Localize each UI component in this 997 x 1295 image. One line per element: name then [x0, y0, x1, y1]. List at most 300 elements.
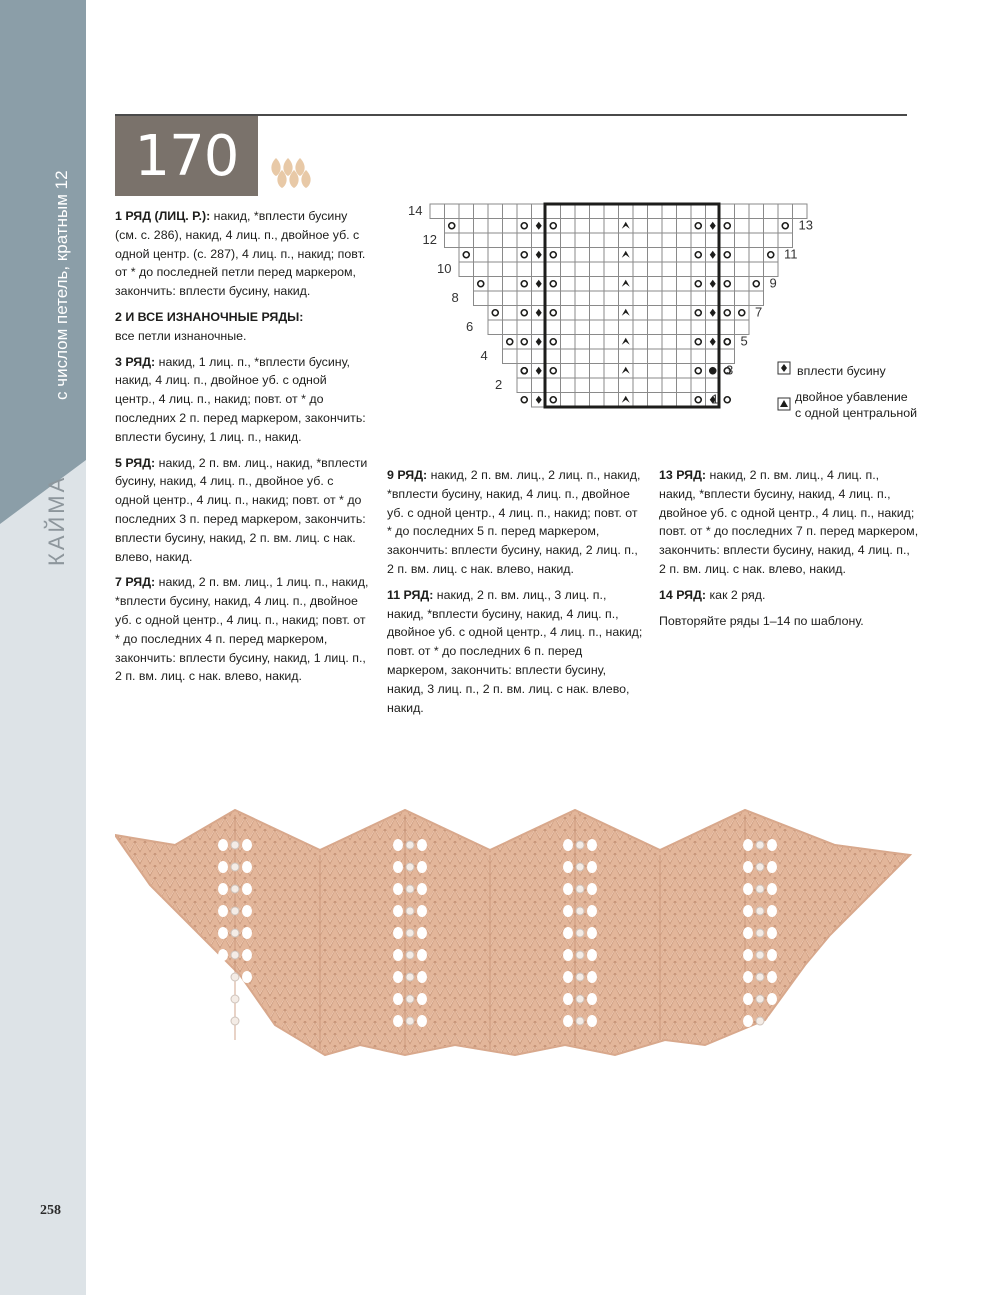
legend-decrease-label-1: двойное убавление: [795, 390, 908, 404]
chart-cell: [430, 204, 445, 219]
chart-cell: [488, 219, 503, 234]
chart-cell: [474, 248, 489, 263]
chart-cell: [575, 204, 590, 219]
chart-cell: [561, 349, 576, 364]
eyelet: [393, 927, 403, 939]
chart-cell: [691, 320, 706, 335]
instructions-column-1: [115, 207, 370, 693]
chart-cell: [488, 204, 503, 219]
chart-cell: [749, 291, 764, 306]
row-label-right: 13: [798, 217, 813, 233]
chart-cell: [561, 233, 576, 248]
row-label-right: 11: [784, 246, 798, 262]
chart-cell: [662, 320, 677, 335]
chart-cell: [662, 204, 677, 219]
eyelet: [563, 839, 573, 851]
chart-cell: [488, 248, 503, 263]
chart-cell: [590, 349, 605, 364]
chart-cell: [648, 233, 663, 248]
chart-cell: [604, 320, 619, 335]
chart-cell: [517, 349, 532, 364]
chart-cell: [503, 320, 518, 335]
chart-cell: [546, 219, 561, 234]
chart-cell: [720, 262, 735, 277]
chart-cell: [648, 393, 663, 408]
eyelet: [218, 883, 228, 895]
chart-cell: [648, 204, 663, 219]
chart-cell: [619, 291, 634, 306]
bead: [756, 907, 764, 915]
chart-cell: [546, 320, 561, 335]
eyelet: [587, 1015, 597, 1027]
eyelet: [743, 927, 753, 939]
instruction-repeat: Повторяйте ряды 1–14 по шаблону.: [659, 613, 864, 628]
chart-cell: [662, 349, 677, 364]
bead: [231, 885, 239, 893]
bead: [231, 907, 239, 915]
chart-cell: [648, 291, 663, 306]
chart-cell: [546, 393, 561, 408]
bead: [406, 929, 414, 937]
chart-cell: [677, 219, 692, 234]
eyelet: [417, 971, 427, 983]
chart-cell: [488, 320, 503, 335]
chart-cell: [633, 248, 648, 263]
chart-cell: [561, 204, 576, 219]
chart-cell: [735, 233, 750, 248]
bead: [406, 841, 414, 849]
chart-cell: [517, 248, 532, 263]
eyelet: [563, 883, 573, 895]
chart-cell: [459, 233, 474, 248]
chart-cell: [590, 393, 605, 408]
bead: [231, 995, 239, 1003]
row-label-left: 12: [422, 232, 437, 247]
eyelet: [587, 883, 597, 895]
eyelet: [587, 839, 597, 851]
chart-cell: [735, 262, 750, 277]
chart-cell: [619, 262, 634, 277]
chart-cell: [459, 262, 474, 277]
chart-cell: [677, 393, 692, 408]
chart-cell: [575, 335, 590, 350]
chart-cell: [590, 335, 605, 350]
chart-cell: [604, 335, 619, 350]
eyelet: [767, 927, 777, 939]
bead: [756, 1017, 764, 1025]
eyelet: [417, 905, 427, 917]
chart-cell: [459, 204, 474, 219]
chart-cell: [749, 219, 764, 234]
chart-cell: [561, 364, 576, 379]
bead: [231, 863, 239, 871]
chart-cell: [677, 233, 692, 248]
chart-cell: [517, 262, 532, 277]
eyelet: [417, 883, 427, 895]
eyelet: [393, 839, 403, 851]
instruction-row-9: 9 РЯД: накид, 2 п. вм. лиц., 2 лиц. п., накид, *вплести бусину, накид, 4 лиц. п., двойное уб. с одной центр., 4 лиц. п., накид; повт. от * до последних 5 п. перед маркером, закончить: вплести бусину, накид, 2 лиц. п., 2 п. вм. лиц. с нак. влево, накид.: [387, 468, 641, 576]
eyelet: [242, 883, 252, 895]
eyelet: [218, 949, 228, 961]
chart-cell: [662, 291, 677, 306]
eyelet: [587, 971, 597, 983]
eyelet: [393, 905, 403, 917]
chart-cell: [575, 233, 590, 248]
chart-cell: [633, 262, 648, 277]
eyelet: [417, 861, 427, 873]
bead: [756, 951, 764, 959]
chart-cell: [778, 204, 793, 219]
instructions-column-2: [387, 466, 645, 724]
chart-cell: [561, 219, 576, 234]
knitted-swatch-photo: [115, 805, 915, 1075]
chart-cell: [749, 262, 764, 277]
chart-cell: [488, 291, 503, 306]
eyelet: [218, 1015, 228, 1027]
chart-cell: [459, 248, 474, 263]
chart-cell: [517, 378, 532, 393]
eyelet: [393, 861, 403, 873]
chart-cell: [561, 306, 576, 321]
chart-cell: [604, 306, 619, 321]
chart-cell: [517, 291, 532, 306]
chart-cell: [735, 248, 750, 263]
chart-cell: [590, 248, 605, 263]
chart-cell: [778, 219, 793, 234]
chart-cell: [619, 378, 634, 393]
chart-cell: [691, 248, 706, 263]
eyelet: [743, 1015, 753, 1027]
chart-cell: [691, 233, 706, 248]
eyelet: [242, 861, 252, 873]
eyelet: [218, 839, 228, 851]
chart-cell: [546, 306, 561, 321]
chart-cell: [662, 364, 677, 379]
chart-cell: [517, 335, 532, 350]
chart-cell: [764, 219, 779, 234]
chart-cell: [590, 291, 605, 306]
eyelet: [767, 1015, 777, 1027]
chart-cell: [648, 219, 663, 234]
chart-cell: [575, 219, 590, 234]
bead: [406, 1017, 414, 1025]
chart-cell: [604, 378, 619, 393]
chart-cell: [677, 335, 692, 350]
chart-cell: [691, 378, 706, 393]
row-label-left: 8: [451, 290, 459, 305]
eyelet: [393, 993, 403, 1005]
chart-cell: [604, 393, 619, 408]
chart-cell: [445, 204, 460, 219]
eyelet: [587, 927, 597, 939]
chart-cell: [633, 219, 648, 234]
chart-cell: [604, 291, 619, 306]
chart-cell: [503, 335, 518, 350]
chart-cell: [749, 204, 764, 219]
chart-cell: [575, 262, 590, 277]
bead: [576, 995, 584, 1003]
instruction-row-3: 3 РЯД: накид, 1 лиц. п., *вплести бусину, накид, 4 лиц. п., двойное уб. с одной центр., 4 лиц. п., накид; повт. от * до последних 2 п. перед маркером, закончить: вплести бусину, 1 лиц. п., накид.: [115, 354, 366, 444]
chart-cell: [633, 277, 648, 292]
chart-cell: [575, 291, 590, 306]
eyelet: [743, 905, 753, 917]
chart-cell: [604, 248, 619, 263]
chart-cell: [488, 233, 503, 248]
bead: [756, 929, 764, 937]
bead: [231, 841, 239, 849]
chart-cell: [517, 204, 532, 219]
legend-bead-icon: [778, 362, 790, 374]
instruction-row-1: 1 РЯД (ЛИЦ. Р.): накид, *вплести бусину (см. с. 286), накид, 4 лиц. п., двойное уб. с одной центр. (с. 287), 4 лиц. п., накид; повт. от * до последней петли перед маркером, закончить: вплести бусину, накид.: [115, 209, 366, 299]
chart-cell: [445, 233, 460, 248]
chart-cell: [561, 262, 576, 277]
eyelet: [393, 883, 403, 895]
chart-cell: [720, 248, 735, 263]
chart-cell: [633, 349, 648, 364]
chart-cell: [503, 291, 518, 306]
chart-cell: [749, 277, 764, 292]
chart-cell: [488, 277, 503, 292]
chart-cell: [677, 364, 692, 379]
chart-cell: [677, 248, 692, 263]
chart-cell: [662, 335, 677, 350]
chart-cell: [474, 277, 489, 292]
chart-cell: [648, 364, 663, 379]
chart-cell: [474, 291, 489, 306]
chart-cell: [648, 277, 663, 292]
bead: [756, 841, 764, 849]
bead: [406, 907, 414, 915]
chart-cell: [735, 277, 750, 292]
chart-cell: [720, 219, 735, 234]
chart-cell: [546, 277, 561, 292]
bead: [576, 951, 584, 959]
bead: [231, 951, 239, 959]
bead: [406, 885, 414, 893]
chart-cell: [633, 378, 648, 393]
chart-cell: [546, 335, 561, 350]
chart-cell: [735, 291, 750, 306]
bead: [406, 863, 414, 871]
chart-cell: [677, 204, 692, 219]
chart-cell: [619, 349, 634, 364]
eyelet: [218, 861, 228, 873]
chart-cell: [677, 378, 692, 393]
chart-cell: [619, 320, 634, 335]
chart-cell: [691, 262, 706, 277]
chart-cell: [517, 277, 532, 292]
eyelet: [218, 993, 228, 1005]
chart-cell: [445, 219, 460, 234]
chart-cell: [546, 364, 561, 379]
eyelet: [417, 839, 427, 851]
chart-cell: [590, 277, 605, 292]
chart-cell: [604, 219, 619, 234]
row-label-left: 4: [480, 348, 488, 363]
chart-cell: [517, 219, 532, 234]
eyelet: [743, 839, 753, 851]
chart-cell: [604, 277, 619, 292]
chart-grid: [430, 204, 807, 407]
instructions-column-3: [659, 466, 919, 637]
bead: [406, 995, 414, 1003]
eyelet: [242, 949, 252, 961]
chart-cell: [546, 349, 561, 364]
chart-cell: [691, 335, 706, 350]
bead: [406, 973, 414, 981]
eyelet: [767, 883, 777, 895]
chart-cell: [735, 204, 750, 219]
bead: [576, 929, 584, 937]
chart-cell: [561, 335, 576, 350]
chart-cell: [793, 204, 808, 219]
chart-cell: [720, 349, 735, 364]
chart-cell: [720, 335, 735, 350]
chart-cell: [633, 306, 648, 321]
chart-cell: [662, 378, 677, 393]
chart-cell: [604, 349, 619, 364]
chart-cell: [633, 320, 648, 335]
eyelet: [563, 949, 573, 961]
pattern-number: 170: [115, 116, 258, 196]
chart-cell: [546, 233, 561, 248]
chart-cell: [648, 378, 663, 393]
bead: [576, 973, 584, 981]
chart-cell: [575, 306, 590, 321]
chart-cell: [633, 291, 648, 306]
eyelet: [417, 949, 427, 961]
bead: [576, 885, 584, 893]
chart-cell: [561, 378, 576, 393]
chart-cell: [691, 277, 706, 292]
chart-cell: [546, 204, 561, 219]
row-label-right: 9: [769, 275, 777, 291]
chart-cell: [691, 306, 706, 321]
chart-cell: [590, 233, 605, 248]
instruction-row-2: 2 И ВСЕ ИЗНАНОЧНЫЕ РЯДЫ: все петли изнаночные.: [115, 309, 304, 343]
chart-cell: [517, 306, 532, 321]
chart-cell: [691, 393, 706, 408]
eyelet: [743, 861, 753, 873]
legend-decrease-label-2: с одной центральной: [795, 406, 918, 420]
instruction-row-11: 11 РЯД: накид, 2 п. вм. лиц., 3 лиц. п., накид, *вплести бусину, накид, 4 лиц. п., двойное уб. с одной центр., 4 лиц. п., накид; повт. от * до последних 6 п. перед маркером, закончить: вплести бусину, накид, 3 лиц. п., 2 п. вм. лиц. с нак. влево, накид.: [387, 587, 643, 715]
chart-cell: [575, 364, 590, 379]
bead: [231, 973, 239, 981]
chart-cell: [575, 277, 590, 292]
eyelet: [767, 861, 777, 873]
chart-cell: [503, 204, 518, 219]
difficulty-leaves-icon: [270, 156, 320, 196]
chart-cell: [590, 219, 605, 234]
bead: [756, 973, 764, 981]
chart-cell: [720, 306, 735, 321]
chart-cell: [503, 306, 518, 321]
eyelet: [242, 905, 252, 917]
eyelet: [587, 905, 597, 917]
bead: [406, 951, 414, 959]
chart-cell: [590, 364, 605, 379]
row-label-right: 3: [726, 362, 734, 378]
bead: [231, 1017, 239, 1025]
sidebar-band: [0, 0, 86, 1295]
chart-cell: [691, 349, 706, 364]
chart-cell: [720, 233, 735, 248]
chart-cell: [474, 219, 489, 234]
chart-cell: [590, 306, 605, 321]
chart-cell: [517, 320, 532, 335]
chart-cell: [474, 233, 489, 248]
chart-cell: [619, 233, 634, 248]
chart-cell: [720, 204, 735, 219]
chart-cell: [575, 349, 590, 364]
chart-cell: [648, 248, 663, 263]
chart-cell: [459, 219, 474, 234]
bead: [576, 863, 584, 871]
legend-decrease-icon: [778, 398, 790, 410]
chart-cell: [662, 306, 677, 321]
chart-cell: [677, 291, 692, 306]
yarn-over-symbol: [724, 397, 730, 403]
chart-cell: [575, 320, 590, 335]
legend-bead-label: вплести бусину: [797, 364, 886, 378]
chart-cell: [735, 306, 750, 321]
chart-cell: [590, 204, 605, 219]
eyelet: [767, 839, 777, 851]
eyelet: [743, 993, 753, 1005]
eyelet: [218, 927, 228, 939]
chart-cell: [561, 320, 576, 335]
eyelet: [563, 927, 573, 939]
eyelet: [767, 993, 777, 1005]
bead: [756, 995, 764, 1003]
yarn-over-symbol: [521, 397, 527, 403]
bead: [576, 907, 584, 915]
eyelet: [242, 927, 252, 939]
chart-cell: [648, 262, 663, 277]
sidebar: [0, 0, 86, 1295]
page-number: 258: [40, 1203, 61, 1218]
row-label-left: 14: [408, 203, 423, 218]
chart-cell: [662, 219, 677, 234]
chart-cell: [546, 248, 561, 263]
chart-cell: [720, 277, 735, 292]
chart-cell: [517, 364, 532, 379]
chart-cell: [633, 335, 648, 350]
chart-cell: [590, 262, 605, 277]
eyelet: [242, 1015, 252, 1027]
chart-cell: [677, 277, 692, 292]
chart-cell: [677, 262, 692, 277]
chart-cell: [633, 393, 648, 408]
chart-cell: [764, 248, 779, 263]
eyelet: [417, 927, 427, 939]
chart-cell: [488, 262, 503, 277]
chart-cell: [633, 364, 648, 379]
chart-cell: [633, 204, 648, 219]
row-label-right: 7: [755, 304, 763, 320]
chart-cell: [575, 248, 590, 263]
chart-cell: [764, 262, 779, 277]
chart-cell: [604, 204, 619, 219]
sidebar-title: КАЙМА: [44, 474, 69, 566]
chart-cell: [778, 233, 793, 248]
chart-cell: [648, 335, 663, 350]
chart-cell: [590, 378, 605, 393]
eyelet: [587, 993, 597, 1005]
row-label-left: 10: [437, 261, 452, 276]
chart-cell: [735, 320, 750, 335]
chart-cell: [604, 364, 619, 379]
